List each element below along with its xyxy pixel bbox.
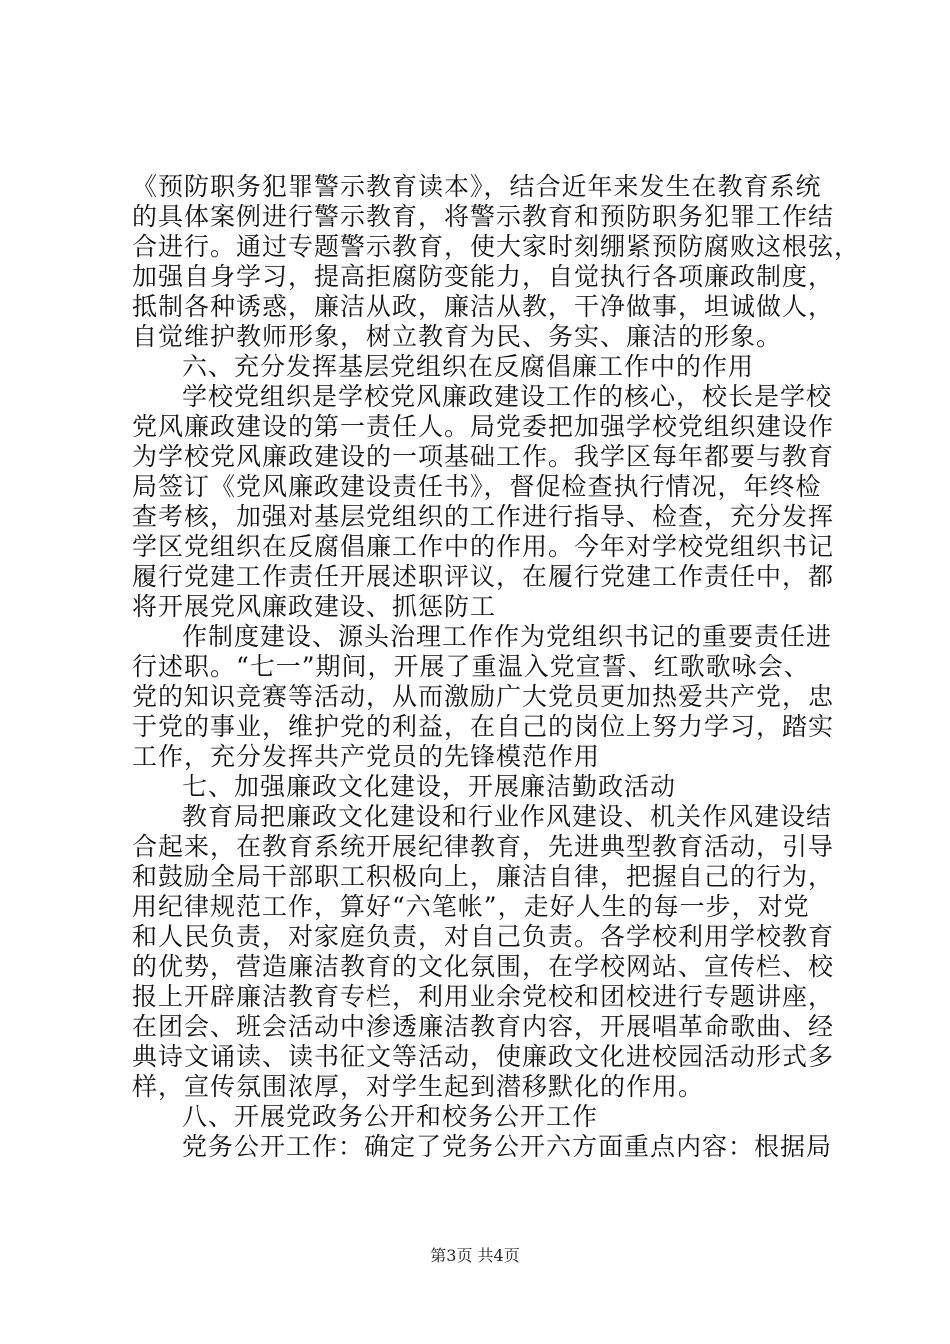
body-line: 合进行。通过专题警示教育，使大家时刻绷紧预防腐败这根弦，	[132, 232, 861, 261]
body-line: 局签订《党风廉政建设责任书》，督促检查执行情况，年终检	[132, 472, 822, 501]
body-line: 和人民负责，对家庭负责，对自己负责。各学校利用学校教育	[132, 922, 835, 951]
body-line: 典诗文诵读、读书征文等活动，使廉政文化进校园活动形式多	[132, 1042, 835, 1071]
body-line: 《预防职务犯罪警示教育读本》，结合近年来发生在教育系统	[132, 172, 822, 201]
section-heading-6: 六、充分发挥基层党组织在反腐倡廉工作中的作用	[182, 352, 755, 381]
body-line: 合起来，在教育系统开展纪律教育，先进典型教育活动，引导	[132, 832, 835, 861]
body-line: 于党的事业，维护党的利益，在自己的岗位上努力学习，踏实	[132, 712, 835, 741]
body-line: 将开展党风廉政建设、抓惩防工	[132, 592, 497, 621]
body-line: 查考核，加强对基层党组织的工作进行指导、检查，充分发挥	[132, 502, 835, 531]
body-line: 的具体案例进行警示教育，将警示教育和预防职务犯罪工作结	[132, 202, 835, 231]
paragraph-first-line: 党务公开工作：确定了党务公开六方面重点内容：根据局	[182, 1132, 833, 1161]
section-heading-7: 七、加强廉政文化建设，开展廉洁勤政活动	[182, 772, 677, 801]
body-line: 行述职。“七一”期间，开展了重温入党宣誓、红歌歌咏会、	[132, 652, 810, 681]
paragraph-first-line: 作制度建设、源头治理工作作为党组织书记的重要责任进	[182, 622, 833, 651]
body-line: 的优势，营造廉洁教育的文化氛围，在学校网站、宣传栏、校	[132, 952, 835, 981]
body-line: 履行党建工作责任开展述职评议，在履行党建工作责任中，都	[132, 562, 835, 591]
paragraph-first-line: 学校党组织是学校党风廉政建设工作的核心，校长是学校	[182, 382, 833, 411]
body-line: 在团会、班会活动中渗透廉洁教育内容，开展唱革命歌曲、经	[132, 1012, 835, 1041]
body-line: 为学校党风廉政建设的一项基础工作。我学区每年都要与教育	[132, 442, 835, 471]
body-line: 抵制各种诱惑，廉洁从政，廉洁从教，干净做事，坦诚做人，	[132, 292, 835, 321]
body-line: 党的知识竞赛等活动，从而激励广大党员更加热爱共产党，忠	[132, 682, 835, 711]
page-number-footer: 第3页 共4页	[430, 1246, 520, 1265]
body-line: 自觉维护教师形象，树立教育为民、务实、廉洁的形象。	[132, 322, 783, 351]
body-line: 样，宣传氛围浓厚，对学生起到潜移默化的作用。	[132, 1072, 705, 1101]
body-line: 报上开辟廉洁教育专栏，利用业余党校和团校进行专题讲座，	[132, 982, 835, 1011]
body-line: 党风廉政建设的第一责任人。局党委把加强学校党组织建设作	[132, 412, 835, 441]
body-line: 加强自身学习，提高拒腐防变能力，自觉执行各项廉政制度，	[132, 262, 835, 291]
section-heading-8: 八、开展党政务公开和校务公开工作	[182, 1102, 599, 1131]
body-line: 用纪律规范工作，算好“六笔帐”，走好人生的每一步，对党	[132, 892, 810, 921]
paragraph-first-line: 教育局把廉政文化建设和行业作风建设、机关作风建设结	[182, 802, 833, 831]
body-line: 和鼓励全局干部职工积极向上，廉洁自律，把握自己的行为，	[132, 862, 835, 891]
body-line: 工作，充分发挥共产党员的先锋模范作用	[132, 742, 601, 771]
body-line: 学区党组织在反腐倡廉工作中的作用。今年对学校党组织书记	[132, 532, 835, 561]
document-body	[132, 172, 861, 1162]
